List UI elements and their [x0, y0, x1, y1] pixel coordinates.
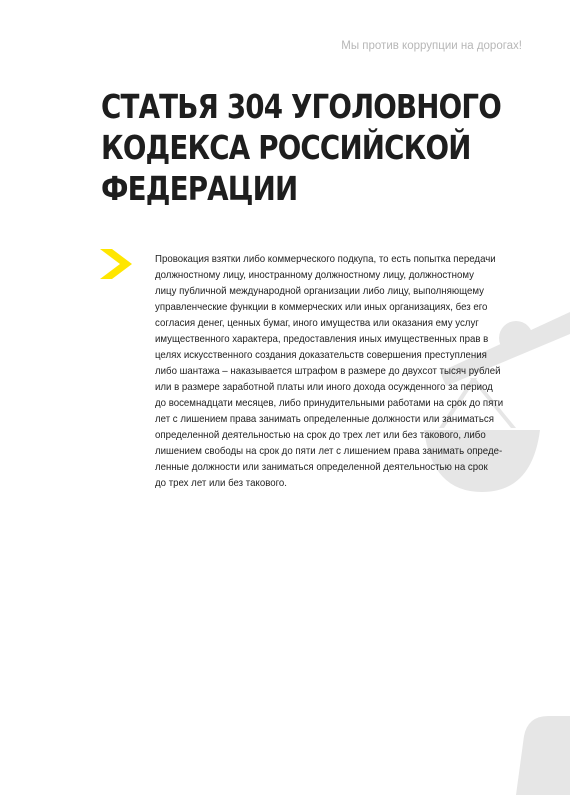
body-line: должностному лицу, иностранному должностному лицу, должностному — [155, 270, 474, 281]
body-line: ленные должности или заниматься определенной деятельностью на срок — [155, 462, 488, 473]
body-line: или в размере заработной платы или иного дохода осужденного за период — [155, 382, 493, 393]
body-line: до восемнадцати месяцев, либо принудительными работами на срок до пяти — [155, 398, 504, 409]
body-line: согласия денег, ценных бумаг, иного имущества или оказания ему услуг — [155, 318, 479, 329]
body-line: Провокация взятки либо коммерческого подкупа, то есть попытка передачи — [155, 254, 496, 265]
body-line: либо шантажа – наказывается штрафом в размере до двухсот тысяч рублей — [155, 366, 501, 377]
article-title-line: ФЕДЕРАЦИИ — [101, 169, 298, 208]
body-line: имущественного характера, предоставления иных имущественных прав в — [155, 334, 489, 345]
body-line: лишением свободы на срок до пяти лет с лишением права занимать опреде- — [155, 446, 503, 457]
running-header: Мы против коррупции на дорогах! — [341, 40, 522, 52]
article-body — [155, 252, 504, 492]
body-line: до трех лет или без такового. — [155, 478, 287, 489]
article-title-line: СТАТЬЯ 304 УГОЛОВНОГО — [101, 87, 501, 126]
body-line: лет с лишением права занимать определенные должности или заниматься — [155, 414, 494, 425]
body-line: определенной деятельностью на срок до трех лет или без такового, либо — [155, 430, 486, 441]
chevron-right-icon — [100, 249, 134, 279]
body-line: управленческие функции в коммерческих или иных организациях, без его — [155, 302, 488, 313]
article-title-line: КОДЕКСА РОССИЙСКОЙ — [101, 128, 471, 167]
body-line: целях искусственного создания доказательств совершения преступления — [155, 350, 487, 361]
article-title — [101, 86, 501, 209]
body-line: лицу публичной международной организации либо лицу, выполняющему — [155, 286, 484, 297]
